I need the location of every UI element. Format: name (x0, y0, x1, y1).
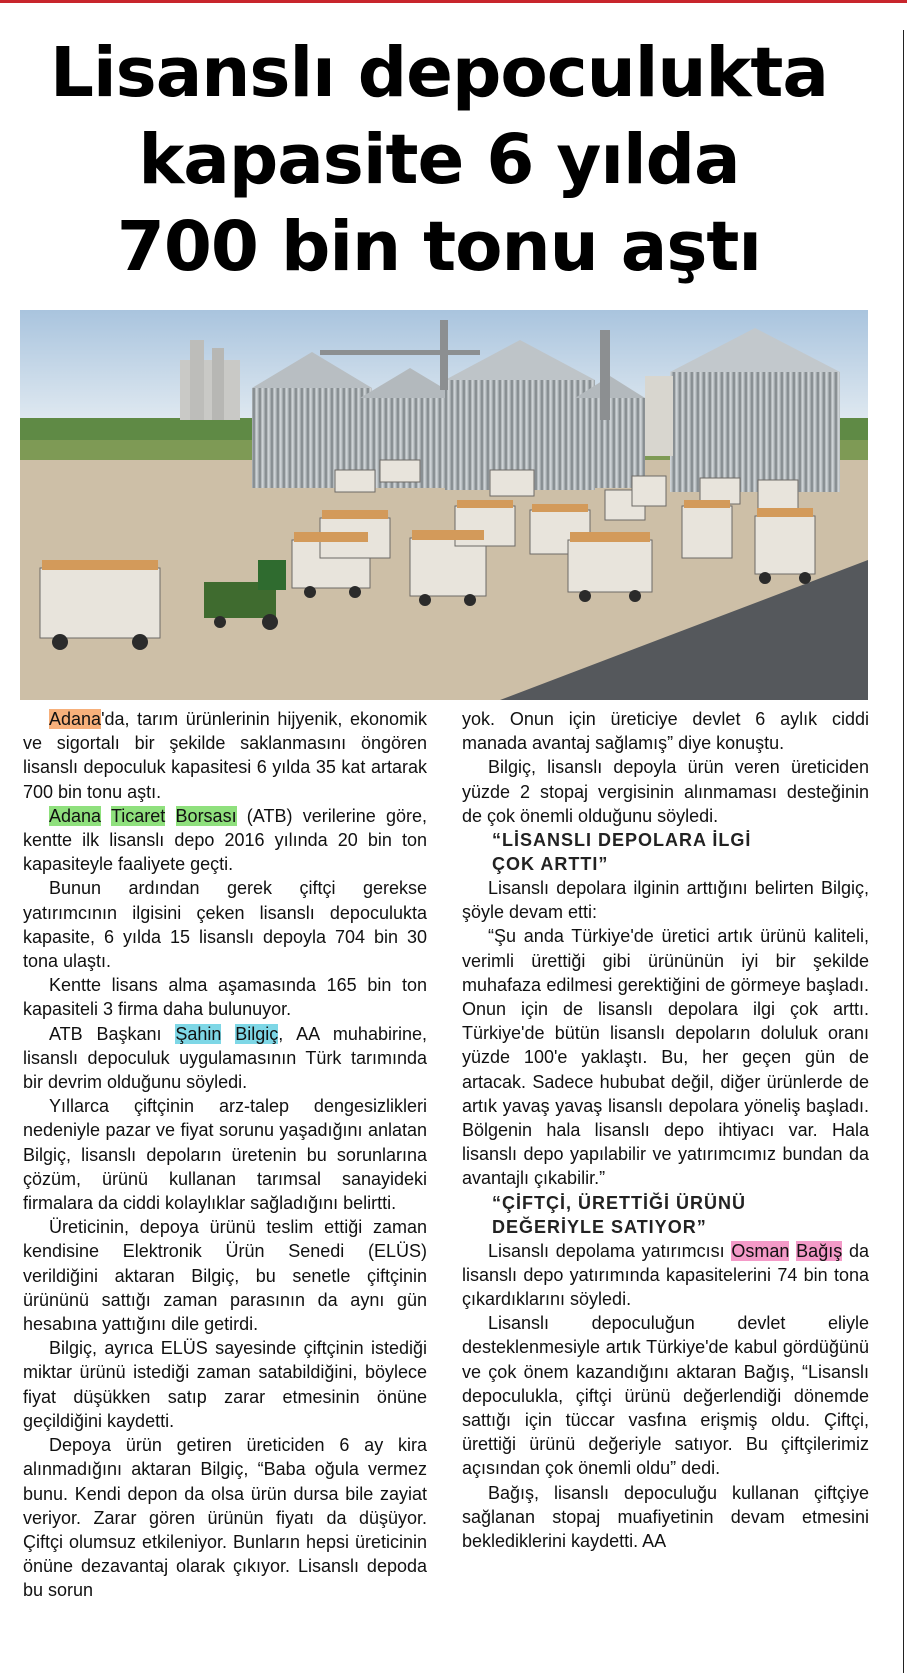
paragraph: Lisanslı depolara ilginin arttığını belirten Bilgiç, şöyle devam etti: (462, 878, 869, 923)
paragraph: Depoya ürün getiren üreticiden 6 ay kira alınmadığını aktaran Bilgiç, “Baba oğula vermez bunu. Kendi depon da olsa ürün dursa bile zayiat veriyor. Zarar gören ürünün fiyatı da düşüyor. Çiftçi olumsuz etkileniyor. Bunların hepsi üreticinin önüne dezavantaj olarak çıkıyor. Lisanslı depoda bu sorun (23, 1435, 427, 1601)
highlight-borsasi: Borsası (175, 805, 237, 826)
paragraph: Lisanslı depolama yatırımcısı Osman Bağış da lisanslı depo yatırımında kapasitelerini 74 bin tona çıkardıklarını söyledi. (462, 1240, 869, 1310)
top-accent-rule (0, 0, 907, 3)
headline (20, 30, 858, 291)
paragraph: Lisanslı depoculuğun devlet eliyle desteklenmesiyle artık Türkiye'de kabul gördüğünü ve çok önem kazandığını aktaran Bağış, “Lisanslı depoculukla, çiftçi ürünü değerlendiği dönemde sattığı için tüccar vasfına erişmiş oldu. Çiftçi, ürettiği ürünü değeriyle satıyor. Bu çiftçilerimiz açısından çok önemli oldu” dedi. (462, 1313, 869, 1479)
paragraph: Üreticinin, depoya ürünü teslim ettiği zaman kendisine Elektronik Ürün Senedi (ELÜS) verildiğini aktaran Bilgiç, bu senetle çiftçinin ürününü sattığı zaman parasının da aynı gün hesabına yattığını dile getirdi. (23, 1217, 427, 1335)
headline-line-1: Lisanslı depoculukta (50, 33, 828, 113)
paragraph: ATB Başkanı Şahin Bilgiç, AA muhabirine, lisanslı depoculuk uygulamasının Türk tarımında bir devrim olduğunu söyledi. (23, 1023, 427, 1093)
article-photo (20, 310, 868, 700)
paragraph: Adana'da, tarım ürünlerinin hijyenik, ekonomik ve sigortalı bir şekilde saklanmasını öngören lisanslı depoculuk kapasitesi 6 yılda 35 kat artarak 700 bin tonu aştı. (23, 709, 427, 802)
highlight-sahin: Şahin (175, 1023, 222, 1044)
column-divider-right (903, 30, 904, 1673)
paragraph: Bunun ardından gerek çiftçi gerekse yatırımcının ilgisini çeken lisanslı depoculukta kapasite, 6 yılda 15 lisanslı depoyla 704 bin 30 tona ulaştı. (23, 878, 427, 972)
highlight-osman: Osman (731, 1240, 790, 1261)
highlight-bagis: Bağış (796, 1240, 843, 1261)
headline-line-3: 700 bin tonu aştı (116, 207, 762, 287)
paragraph: Bilgiç, ayrıca ELÜS sayesinde çiftçinin istediği miktar ürünü istediği zaman satabildiğini, böylece fiyat düşükken satıp zarar etmesinin önüne geçildiğini kaydetti. (23, 1338, 427, 1431)
paragraph: “Şu anda Türkiye'de üretici artık ürünü kaliteli, verimli ürettiği gibi ürününün iyi bir şekilde muhafaza edilmesi gerektiğini de görmeye başladı. Onun için de lisanslı depolara ilgi çok arttı. Türkiye'de bütün lisanslı depoların doluluk oranı yüzde 100'e yaklaştı. Bu, her geçen gün de artacak. Sadece hububat değil, diğer ürünlerde de artık yavaş yavaş lisanslı depolara yöneliş başladı. Bölgenin hala lisanslı depo ihtiyacı var. Hala lisanslı depo yapılabilir ve yatırımcımız bundan da avantajlı çıkabilir.” (462, 926, 869, 1189)
subheading-1: “LİSANSLI DEPOLARA İLGİ ÇOK ARTTI” (492, 830, 752, 875)
paragraph: Bilgiç, lisanslı depoyla ürün veren üreticiden yüzde 2 stopaj vergisinin alınmaması desteğinin de çok önemli olduğunu söyledi. (462, 757, 869, 826)
silo-trucks-illustration (20, 310, 868, 700)
highlight-adana: Adana (49, 709, 102, 729)
highlight-bilgic: Bilgiç (235, 1023, 279, 1044)
subheading-2: “ÇİFTÇİ, ÜRETTİĞİ ÜRÜNÜ DEĞERİYLE SATIYOR” (492, 1192, 746, 1237)
headline-line-2: kapasite 6 yılda (138, 120, 740, 200)
paragraph: Bağış, lisanslı depoculuğu kullanan çiftçiye sağlanan stopaj muafiyetinin devam etmesini beklediklerini kaydetti. AA (462, 1482, 869, 1552)
paragraph: Adana Ticaret Borsası (ATB) verilerine göre, kentte ilk lisanslı depo 2016 yılında 20 bin ton kapasiteyle faaliyete geçti. (23, 805, 427, 875)
article-column-left (23, 707, 427, 1603)
paragraph: Kentte lisans alma aşamasında 165 bin ton kapasiteli 3 firma daha bulunuyor. (23, 975, 427, 1020)
paragraph-continued: yok. Onun için üreticiye devlet 6 aylık ciddi manada avantaj sağlamış” diye konuştu. (462, 709, 869, 754)
paragraph: Yıllarca çiftçinin arz-talep dengesizlikleri nedeniyle pazar ve fiyat sorunu yaşadığını anlatan Bilgiç, lisanslı depoların üretenin bu sorunlarına çözüm, ürünü kullanan tarımsal sanayideki firmalara da ciddi kolaylıklar sağladığını belirtti. (23, 1096, 427, 1214)
highlight-adana: Adana (49, 805, 102, 826)
article-column-right (462, 707, 869, 1553)
highlight-ticaret: Ticaret (110, 805, 166, 826)
